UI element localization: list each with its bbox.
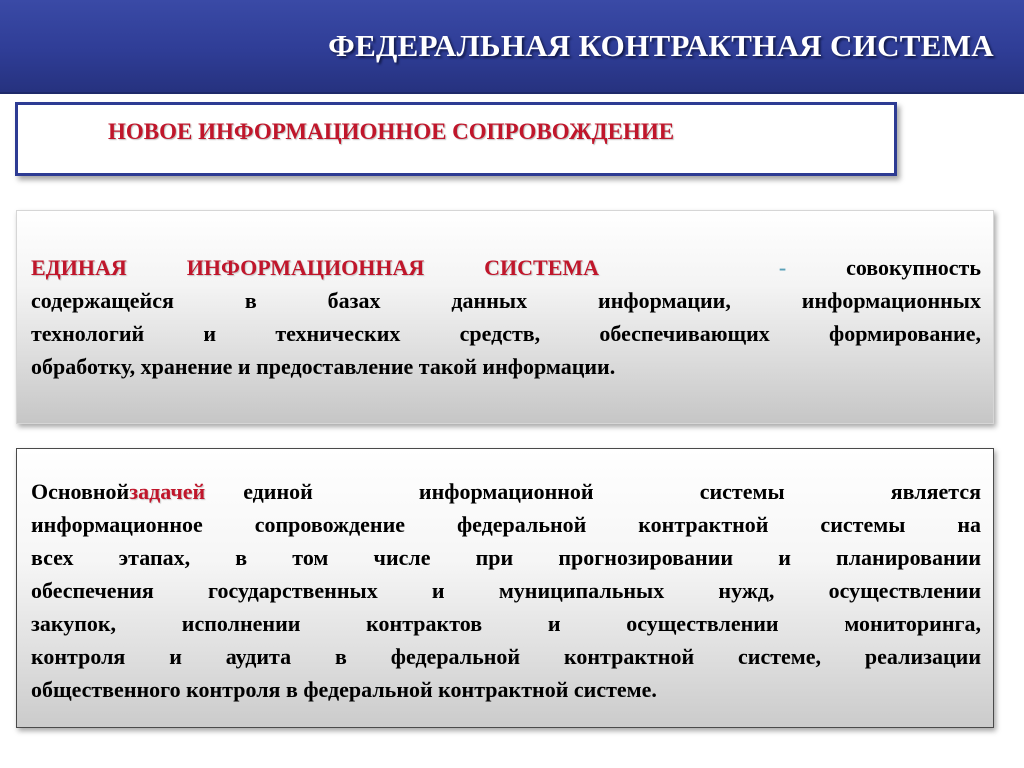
term-word-1: ЕДИНАЯ xyxy=(31,255,127,280)
task-line: закупок, исполнении контрактов и осуществлении мониторинга, xyxy=(31,611,981,636)
task-first-line xyxy=(31,475,981,508)
task-first-line-rest: единой информационной системы является xyxy=(243,479,981,504)
task-line: общественного контроля в федеральной контрактной системе. xyxy=(31,677,657,702)
task-line: всех этапах, в том числе при прогнозировании и планировании xyxy=(31,545,981,570)
term-word-3: СИСТЕМА xyxy=(484,255,600,280)
task-line: обеспечения государственных и муниципальных нужд, осуществлении xyxy=(31,578,981,603)
task-highlight: задачей xyxy=(129,479,206,504)
task-panel xyxy=(16,448,994,728)
definition-text xyxy=(31,284,981,383)
definition-panel xyxy=(16,210,994,424)
definition-first-line-tail: совокупность xyxy=(846,255,981,280)
header-bar xyxy=(0,0,1024,94)
subtitle-text: НОВОЕ ИНФОРМАЦИОННОЕ СОПРОВОЖДЕНИЕ xyxy=(108,119,675,144)
term-word-2: ИНФОРМАЦИОННАЯ xyxy=(186,255,425,280)
definition-line: технологий и технических средств, обеспечивающих формирование, xyxy=(31,321,981,346)
task-line: контроля и аудита в федеральной контрактной системе, реализации xyxy=(31,644,981,669)
definition-dash: - xyxy=(778,255,787,280)
task-line: информационное сопровождение федеральной контрактной системы на xyxy=(31,512,981,537)
task-prefix: Основной xyxy=(31,479,130,504)
definition-line: обработку, хранение и предоставление такой информации. xyxy=(31,354,616,379)
task-text xyxy=(31,508,981,706)
definition-first-line xyxy=(31,251,981,284)
header-title: ФЕДЕРАЛЬНАЯ КОНТРАКТНАЯ СИСТЕМА xyxy=(328,28,994,63)
subtitle-box xyxy=(15,102,897,176)
definition-line: содержащейся в базах данных информации, информационных xyxy=(31,288,981,313)
